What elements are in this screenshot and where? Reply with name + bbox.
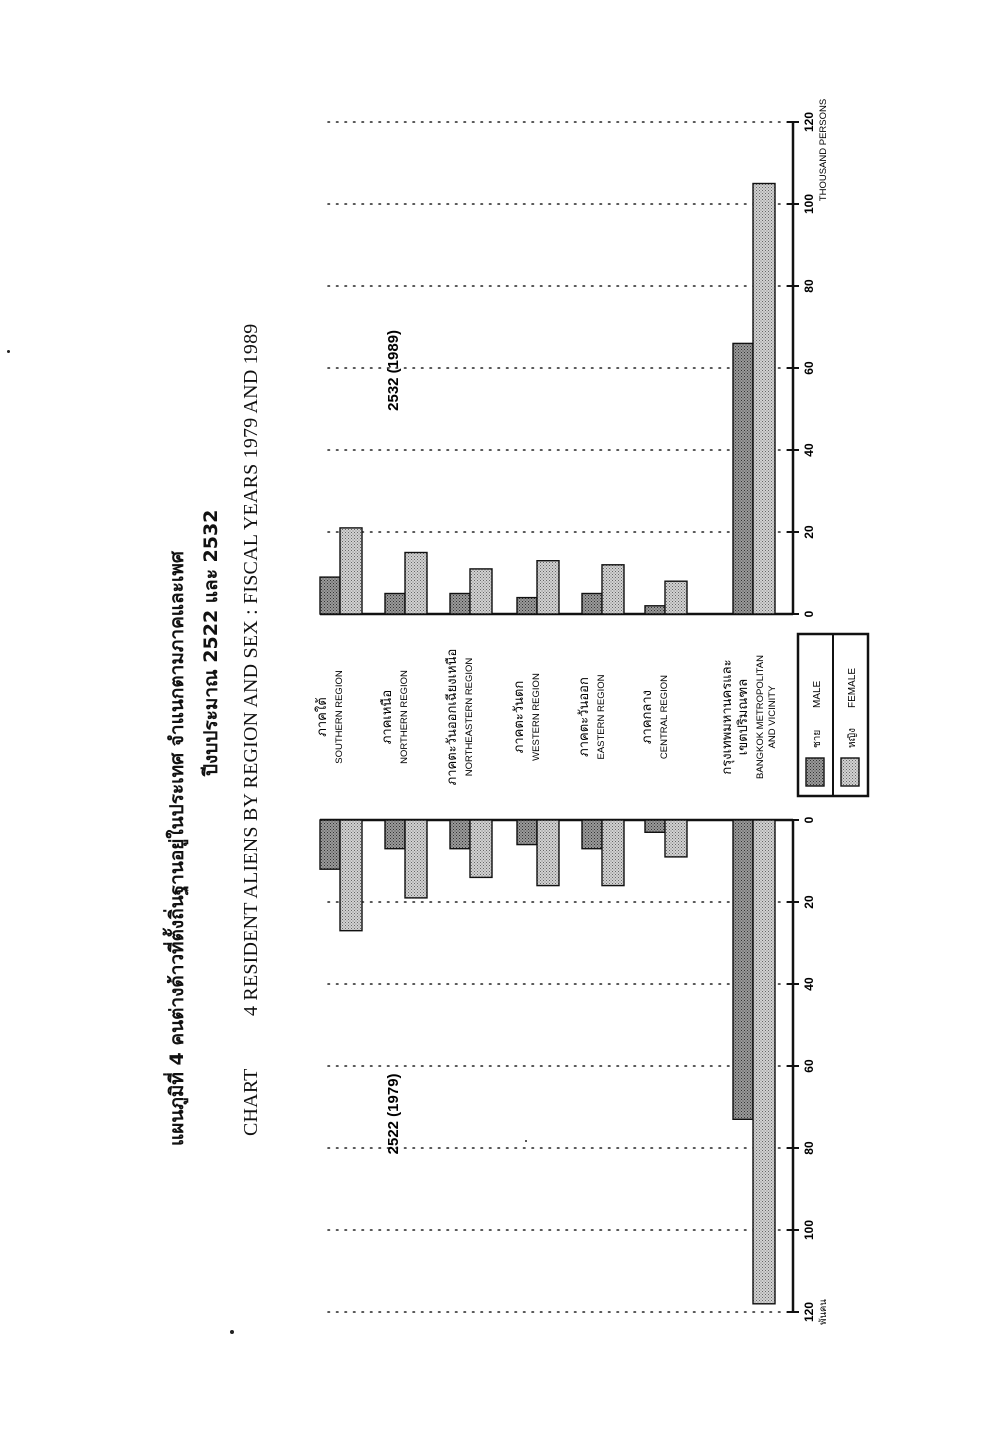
- category-label-english: WESTERN REGION: [531, 673, 542, 761]
- bar-1989-female: [405, 553, 427, 615]
- legend-label-english: MALE: [812, 680, 823, 708]
- category-label-english: CENTRAL REGION: [659, 674, 670, 760]
- category-label-thai: ภาคกลาง: [640, 689, 655, 745]
- category-label-thai: ภาคตะวันออก: [577, 677, 592, 757]
- category-label-english: NORTHERN REGION: [399, 670, 410, 764]
- category-label-english: EASTERN REGION: [596, 674, 607, 760]
- legend-swatch-male: [806, 758, 824, 786]
- bar-1979-male: [385, 820, 405, 849]
- bar-1989-female: [665, 581, 687, 614]
- bar-1979-female: [470, 820, 492, 877]
- left-unit-label: พันคน: [818, 1299, 829, 1325]
- title-thai-line1: แผนภูมิที่ 4 คนต่างด้าวที่ตั้งถิ่นฐานอยู่ในประเทศ จำแนกตามภาคและเพศ: [166, 551, 188, 1146]
- bar-1989-female: [470, 569, 492, 614]
- bar-1979-female: [665, 820, 687, 857]
- legend-swatch-female: [841, 758, 859, 786]
- bar-1989-male: [320, 577, 340, 614]
- right-tick-label: 100: [802, 193, 816, 215]
- bar-1989-male: [582, 594, 602, 615]
- category-label-thai: ภาคใต้: [315, 697, 330, 737]
- left-tick-label: 0: [802, 816, 816, 824]
- title-english-prefix: CHART: [240, 1068, 262, 1136]
- bar-1989-female: [537, 561, 559, 614]
- left-tick-label: 100: [802, 1219, 816, 1241]
- category-label-english: NORTHEASTERN REGION: [464, 657, 475, 777]
- bar-1989-male: [450, 594, 470, 615]
- legend-label-thai: หญิง: [847, 728, 858, 748]
- bar-1989-male: [385, 594, 405, 615]
- left-tick-label: 80: [802, 1141, 816, 1155]
- bar-1979-male: [645, 820, 665, 832]
- left-tick-label: 120: [802, 1301, 816, 1323]
- left-tick-label: 20: [802, 895, 816, 909]
- title-thai-line2: ปีงบประมาณ 2522 และ 2532: [200, 509, 222, 776]
- category-label-thai: ภาคตะวันตก: [512, 680, 527, 754]
- bar-1989-female: [602, 565, 624, 614]
- right-unit-label: THOUSAND PERSONS: [818, 98, 829, 202]
- bar-1979-male: [450, 820, 470, 849]
- left-tick-label: 40: [802, 977, 816, 991]
- bar-1979-female: [602, 820, 624, 886]
- legend-label-english: FEMALE: [847, 667, 858, 708]
- bar-1989-female: [340, 528, 362, 614]
- right-tick-label: 0: [802, 610, 816, 618]
- bar-1989-female: [753, 184, 775, 615]
- bar-1979-female: [537, 820, 559, 886]
- category-label-thai: ภาคตะวันออกเฉียงเหนือ: [445, 648, 460, 786]
- bar-1979-male: [582, 820, 602, 849]
- year-label-1989: 2532 (1989): [385, 329, 402, 411]
- legend-label-thai: ชาย: [812, 729, 823, 748]
- scan-speck: [230, 1330, 234, 1334]
- right-tick-label: 80: [802, 279, 816, 293]
- bar-1979-male: [320, 820, 340, 869]
- bar-1979-male: [733, 820, 753, 1119]
- right-tick-label: 120: [802, 111, 816, 133]
- right-tick-label: 20: [802, 525, 816, 539]
- bar-1979-male: [517, 820, 537, 845]
- category-label-thai: กรุงเทพมหานครและ: [720, 659, 735, 775]
- year-label-1979: 2522 (1979): [385, 1073, 402, 1155]
- bar-1979-female: [340, 820, 362, 931]
- bar-1979-female: [753, 820, 775, 1304]
- category-label-thai: เขตปริมณฑล: [736, 678, 751, 756]
- category-label-thai: ภาคเหนือ: [380, 689, 395, 745]
- scan-speck: [7, 350, 10, 353]
- category-label-english: BANGKOK METROPOLITAN: [755, 655, 766, 779]
- title-english: 4 RESIDENT ALIENS BY REGION AND SEX : FISCAL YEARS 1979 AND 1989: [240, 323, 262, 1016]
- scan-speck: [525, 1140, 527, 1142]
- category-label-english: SOUTHERN REGION: [334, 670, 345, 764]
- bar-1989-male: [517, 598, 537, 614]
- bar-1989-male: [733, 343, 753, 614]
- left-tick-label: 60: [802, 1059, 816, 1073]
- right-tick-label: 40: [802, 443, 816, 457]
- category-label-english: AND VICINITY: [767, 685, 778, 749]
- bar-1979-female: [405, 820, 427, 898]
- bar-1989-male: [645, 606, 665, 614]
- right-tick-label: 60: [802, 361, 816, 375]
